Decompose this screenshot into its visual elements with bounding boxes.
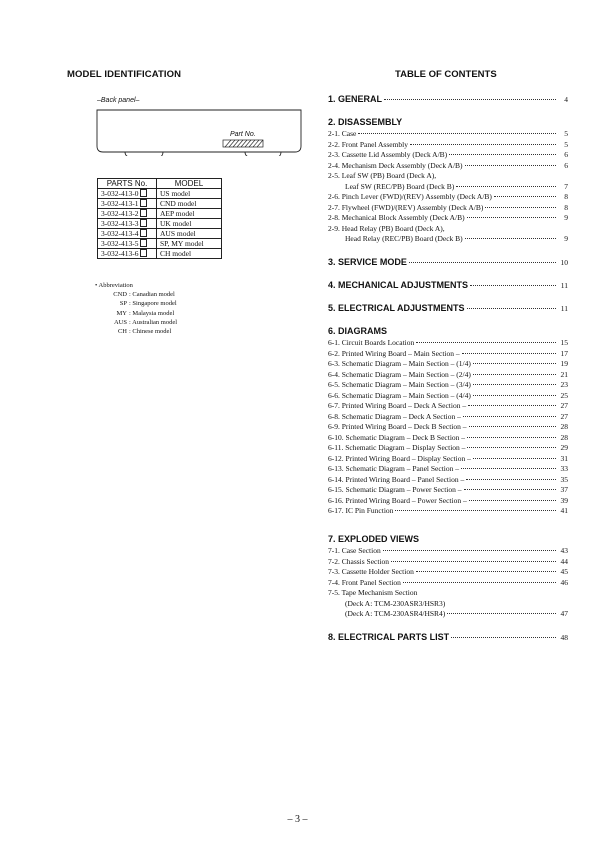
dot-leader — [467, 447, 556, 448]
list-item — [95, 290, 177, 299]
toc-section-diagrams[interactable]: 6. DIAGRAMS — [328, 326, 388, 336]
toc-item[interactable]: 6-7. Printed Wiring Board – Deck A Section – 27 — [328, 401, 568, 410]
dot-leader — [473, 395, 556, 396]
toc-item[interactable]: 6-9. Printed Wiring Board – Deck B Section – 28 — [328, 422, 568, 431]
toc-item[interactable]: Head Relay (REC/PB) Board (Deck B) 9 — [345, 234, 568, 243]
dot-leader — [456, 186, 556, 187]
part-number: 3-032-413-0 — [101, 189, 139, 198]
abbreviation-desc: : Singapore model — [129, 300, 177, 308]
dot-leader — [466, 479, 556, 480]
dot-leader — [391, 561, 556, 562]
dot-leader — [461, 468, 556, 469]
toc-item[interactable]: 2-2. Front Panel Assembly 5 — [328, 139, 568, 149]
toc-section-service-mode[interactable]: 3. SERVICE MODE 10 — [328, 257, 568, 267]
dot-leader — [416, 342, 556, 343]
toc-item[interactable]: 7-3. Cassette Holder Section 45 — [328, 567, 568, 576]
dot-leader — [409, 262, 556, 263]
toc-section-electrical-adjustments[interactable]: 5. ELECTRICAL ADJUSTMENTS 11 — [328, 303, 568, 313]
checkbox-square-icon — [140, 239, 147, 247]
toc-item[interactable]: 6-4. Schematic Diagram – Main Section – (2/4) 21 — [328, 369, 568, 379]
model-name: CH model — [157, 249, 222, 259]
page-ref: 4 — [564, 95, 568, 104]
abbreviation-desc: : Malaysia model — [129, 309, 175, 317]
model-name: AUS model — [157, 229, 222, 239]
table-row — [98, 219, 222, 229]
dot-leader — [447, 613, 556, 614]
dot-leader — [467, 437, 556, 438]
part-number: 3-032-413-2 — [101, 209, 139, 218]
toc-item[interactable]: 6-13. Schematic Diagram – Panel Section – 33 — [328, 464, 568, 473]
dot-leader — [467, 308, 556, 309]
table-header-model: MODEL — [157, 179, 222, 189]
toc-section-disassembly[interactable] — [328, 117, 568, 127]
part-number: 3-032-413-5 — [101, 239, 139, 248]
dot-leader — [464, 489, 556, 490]
section-title: 1. GENERAL — [328, 94, 383, 104]
dot-leader — [416, 571, 556, 572]
part-number: 3-032-413-3 — [101, 219, 139, 228]
table-row — [98, 249, 222, 259]
dot-leader — [485, 207, 556, 208]
table-row — [98, 189, 222, 199]
toc-item[interactable]: (Deck A: TCM-230ASR4/HSR4) 47 — [345, 609, 568, 618]
table-row — [98, 229, 222, 239]
dot-leader — [473, 458, 556, 459]
toc-item[interactable]: 2-5. Leaf SW (PB) Board (Deck A), — [328, 171, 437, 180]
part-number: 3-032-413-6 — [101, 249, 139, 258]
dot-leader — [467, 217, 556, 218]
abbreviation-code: MY — [116, 309, 127, 317]
toc-item[interactable]: 6-5. Schematic Diagram – Main Section – (3/4) 23 — [328, 380, 568, 389]
dot-leader — [395, 510, 556, 511]
toc-item[interactable]: 2-9. Head Relay (PB) Board (Deck A), — [328, 223, 445, 233]
checkbox-square-icon — [140, 229, 147, 237]
toc-item[interactable]: 6-6. Schematic Diagram – Main Section – (4/4) 25 — [328, 390, 568, 400]
toc-item[interactable]: 6-3. Schematic Diagram – Main Section – (1/4) 19 — [328, 359, 568, 368]
dot-leader — [468, 405, 556, 406]
model-name: US model — [157, 189, 222, 199]
part-number: 3-032-413-4 — [101, 229, 139, 238]
abbreviation-list — [95, 281, 177, 336]
part-no-label: Part No. — [230, 131, 256, 138]
toc-item[interactable]: 6-11. Schematic Diagram – Display Section – 29 — [328, 443, 568, 452]
toc-section-mechanical-adjustments[interactable]: 4. MECHANICAL ADJUSTMENTS 11 — [328, 280, 568, 290]
abbreviation-desc: : Canadian model — [129, 291, 175, 299]
back-panel-illustration — [95, 108, 303, 156]
toc-section-general[interactable] — [328, 94, 568, 104]
toc-item[interactable]: 7-2. Chassis Section 44 — [328, 556, 568, 566]
table-of-contents-heading: TABLE OF CONTENTS — [395, 69, 497, 80]
abbreviation-title: • Abbreviation — [95, 282, 133, 289]
checkbox-square-icon — [140, 189, 147, 197]
dot-leader — [465, 165, 556, 166]
section-title: 2. DISASSEMBLY — [328, 117, 403, 127]
toc-item[interactable]: 6-14. Printed Wiring Board – Panel Section – 35 — [328, 474, 568, 484]
checkbox-square-icon — [140, 199, 147, 207]
toc-item[interactable]: 6-15. Schematic Diagram – Power Section – 37 — [328, 485, 568, 494]
dot-leader — [383, 550, 556, 551]
dot-leader — [469, 500, 556, 501]
table-row — [98, 239, 222, 249]
abbreviation-desc: : Chinese model — [129, 328, 172, 336]
abbreviation-desc: : Australian model — [129, 318, 178, 326]
toc-item[interactable]: 6-10. Schematic Diagram – Deck B Section – 28 — [328, 432, 568, 442]
model-name: AEP model — [157, 209, 222, 219]
model-identification-heading: MODEL IDENTIFICATION — [67, 69, 182, 80]
toc-item[interactable]: 7-4. Front Panel Section 46 — [328, 577, 568, 587]
table-row — [98, 199, 222, 209]
list-item — [95, 309, 177, 318]
toc-item[interactable]: 2-1. Case 5 — [328, 129, 568, 138]
toc-item[interactable]: 2-7. Flywheel (FWD)/(REV) Assembly (Deck A/B) 8 — [328, 202, 568, 212]
checkbox-square-icon — [140, 249, 147, 257]
list-item — [95, 318, 177, 327]
toc-section-electrical-parts-list[interactable]: 8. ELECTRICAL PARTS LIST 48 — [328, 632, 568, 642]
page-number: – 3 – — [287, 814, 308, 825]
toc-section-exploded-views[interactable]: 7. EXPLODED VIEWS — [328, 534, 420, 544]
part-number-label-area — [223, 140, 263, 147]
toc-item[interactable]: 6-16. Printed Wiring Board – Power Section – 39 — [328, 495, 568, 505]
dot-leader — [449, 154, 556, 155]
dot-leader — [384, 99, 556, 100]
dot-leader — [473, 363, 556, 364]
dot-leader — [451, 637, 556, 638]
abbreviation-code: CH — [117, 328, 127, 336]
abbreviation-code: AUS — [113, 318, 127, 326]
toc-item[interactable]: 2-6. Pinch Lever (FWD)/(REV) Assembly (Deck A/B) 8 — [328, 192, 568, 201]
dot-leader — [469, 426, 557, 427]
model-name: UK model — [157, 219, 222, 229]
toc-item[interactable]: 2-4. Mechanism Deck Assembly (Deck A/B) 6 — [328, 160, 568, 170]
table-row — [98, 209, 222, 219]
dot-leader — [403, 582, 556, 583]
dot-leader — [473, 374, 556, 375]
dot-leader — [465, 238, 556, 239]
toc-item[interactable]: 7-5. Tape Mechanism Section — [328, 588, 418, 597]
dot-leader — [462, 353, 556, 354]
dot-leader — [358, 133, 556, 134]
back-panel-label: –Back panel– — [97, 97, 140, 104]
toc-item[interactable]: 2-3. Cassette Lid Assembly (Deck A/B) 6 — [328, 150, 568, 159]
dot-leader — [473, 384, 556, 385]
list-item — [95, 299, 177, 308]
toc-item[interactable]: 6-1. Circuit Boards Location 15 — [328, 338, 568, 347]
toc-item[interactable]: (Deck A: TCM-230ASR3/HSR3) — [345, 598, 446, 608]
model-name: SP, MY model — [157, 239, 222, 249]
dot-leader — [494, 196, 556, 197]
model-name: CND model — [157, 199, 222, 209]
abbreviation-code: CND — [113, 291, 127, 299]
toc-item[interactable]: Leaf SW (REC/PB) Board (Deck B) 7 — [345, 181, 568, 191]
dot-leader — [470, 285, 556, 286]
abbreviation-code: SP — [119, 300, 127, 308]
toc-item[interactable]: 6-12. Printed Wiring Board – Display Section – 31 — [328, 453, 568, 463]
toc-item[interactable]: 6-17. IC Pin Function 41 — [328, 506, 568, 515]
parts-model-table — [97, 178, 222, 259]
toc-item[interactable]: 6-2. Printed Wiring Board – Main Section – 17 — [328, 348, 568, 358]
checkbox-square-icon — [140, 219, 147, 227]
list-item — [95, 327, 177, 336]
dot-leader — [410, 144, 556, 145]
dot-leader — [463, 416, 556, 417]
toc-item[interactable]: 7-1. Case Section 43 — [328, 546, 568, 555]
table-header-parts-no: PARTS No. — [98, 179, 157, 189]
toc-item[interactable]: 2-8. Mechanical Block Assembly (Deck A/B) 9 — [328, 213, 568, 222]
toc-item[interactable]: 6-8. Schematic Diagram – Deck A Section – 27 — [328, 411, 568, 421]
checkbox-square-icon — [140, 209, 147, 217]
part-number: 3-032-413-1 — [101, 199, 139, 208]
